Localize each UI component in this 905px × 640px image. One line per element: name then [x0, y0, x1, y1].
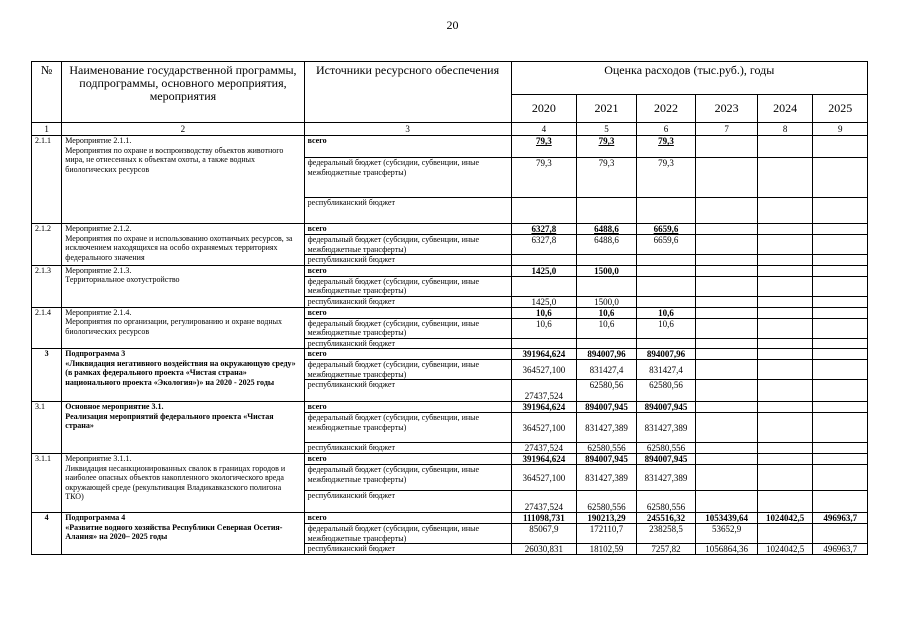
row-description — [62, 224, 304, 266]
value-cell — [757, 524, 813, 544]
value-cell: 1024042,5 — [757, 544, 813, 555]
row-desc: Мероприятия по охране и воспроизводству объектов животного мира, не отнесенных к объектам охоты, а также водных биологических ресурсов — [65, 145, 284, 174]
value-cell: 10,6 — [577, 307, 637, 318]
value-cell: 496963,7 — [813, 544, 868, 555]
source-federal: федеральный бюджет (субсидии, субвенции, иные межбюджетные трансферты) — [304, 413, 511, 443]
value-cell: 79,3 — [511, 158, 577, 198]
row-title: Подпрограмма 3 — [65, 349, 126, 358]
value-cell: 496963,7 — [813, 513, 868, 524]
table-row — [32, 224, 868, 235]
row-title: Подпрограмма 4 — [65, 513, 126, 522]
row-description — [62, 402, 304, 454]
year-2021: 2021 — [577, 95, 637, 123]
value-cell: 831427,389 — [577, 465, 637, 491]
value-cell: 238258,5 — [636, 524, 696, 544]
value-cell: 831427,389 — [636, 465, 696, 491]
source-total: всего — [304, 349, 511, 360]
header-sources: Источники ресурсного обеспечения — [304, 62, 511, 123]
value-cell: 831427,4 — [577, 360, 637, 380]
value-cell: 7257,82 — [636, 544, 696, 555]
col-num: 6 — [636, 123, 696, 136]
source-federal: федеральный бюджет (субсидии, субвенции, иные межбюджетные трансферты) — [304, 465, 511, 491]
row-description — [62, 513, 304, 555]
value-cell: 62580,56 — [577, 380, 637, 402]
value-cell: 364527,100 — [511, 465, 577, 491]
source-federal: федеральный бюджет (субсидии, субвенции, иные межбюджетные трансферты) — [304, 276, 511, 296]
source-federal: федеральный бюджет (субсидии, субвенции, иные межбюджетные трансферты) — [304, 158, 511, 198]
value-cell: 111098,731 — [511, 513, 577, 524]
col-num: 8 — [757, 123, 813, 136]
value-cell: 62580,556 — [577, 491, 637, 513]
value-cell: 831427,4 — [636, 360, 696, 380]
value-cell: 79,3 — [577, 136, 637, 158]
value-cell: 79,3 — [636, 158, 696, 198]
value-cell: 10,6 — [636, 307, 696, 318]
value-cell: 6327,8 — [511, 235, 577, 255]
year-2023: 2023 — [696, 95, 758, 123]
row-desc: Территориальное охотустройство — [65, 275, 180, 284]
source-total: всего — [304, 224, 511, 235]
value-cell: 27437,524 — [511, 491, 577, 513]
row-desc: Ликвидация несанкционированных свалок в границах городов и наиболее опасных объектов накопленного экологического вреда окружающей среде (рекультивация Владикавказского полигона ТКО) — [65, 463, 286, 501]
value-cell: 85067,9 — [511, 524, 577, 544]
header-name: Наименование государственной программы, подпрограммы, основного мероприятия, мероприятия — [62, 62, 304, 123]
value-cell: 62580,556 — [636, 491, 696, 513]
value-cell: 1024042,5 — [757, 513, 813, 524]
row-index: 4 — [32, 513, 62, 555]
year-2024: 2024 — [757, 95, 813, 123]
source-federal: федеральный бюджет (субсидии, субвенции, иные межбюджетные трансферты) — [304, 235, 511, 255]
value-cell: 62580,556 — [577, 443, 637, 454]
value-cell: 391964,624 — [511, 402, 577, 413]
page-number: 20 — [446, 18, 459, 32]
value-cell: 245516,32 — [636, 513, 696, 524]
row-index: 2.1.3 — [32, 265, 62, 307]
row-description — [62, 136, 304, 224]
value-cell: 6659,6 — [636, 235, 696, 255]
col-num: 7 — [696, 123, 758, 136]
year-2022: 2022 — [636, 95, 696, 123]
source-republic: республиканский бюджет — [304, 443, 511, 454]
value-cell: 894007,96 — [577, 349, 637, 360]
value-cell: 1425,0 — [511, 296, 577, 307]
value-cell: 53652,9 — [696, 524, 758, 544]
resource-table — [31, 61, 868, 555]
col-num: 1 — [32, 123, 62, 136]
value-cell: 6488,6 — [577, 235, 637, 255]
source-federal: федеральный бюджет (субсидии, субвенции, иные межбюджетные трансферты) — [304, 524, 511, 544]
year-2020: 2020 — [511, 95, 577, 123]
row-title: Мероприятие 3.1.1. — [65, 454, 132, 463]
value-cell: 26030,831 — [511, 544, 577, 555]
value-cell: 364527,100 — [511, 360, 577, 380]
value-cell: 831427,389 — [636, 413, 696, 443]
source-republic: республиканский бюджет — [304, 380, 511, 402]
value-cell: 10,6 — [636, 318, 696, 338]
source-total: всего — [304, 402, 511, 413]
row-description — [62, 454, 304, 513]
value-cell: 79,3 — [636, 136, 696, 158]
source-total: всего — [304, 513, 511, 524]
value-cell: 831427,389 — [577, 413, 637, 443]
row-description — [62, 307, 304, 349]
value-cell: 79,3 — [577, 158, 637, 198]
value-cell: 6659,6 — [636, 224, 696, 235]
value-cell: 27437,524 — [511, 443, 577, 454]
table-row — [32, 454, 868, 465]
source-total: всего — [304, 136, 511, 158]
value-cell: 894007,945 — [636, 454, 696, 465]
value-cell: 364527,100 — [511, 413, 577, 443]
value-cell: 79,3 — [511, 136, 577, 158]
col-num: 2 — [62, 123, 304, 136]
value-cell: 894007,945 — [577, 402, 637, 413]
value-cell: 190213,29 — [577, 513, 637, 524]
row-title: Основное мероприятие 3.1. — [65, 402, 164, 411]
source-federal: федеральный бюджет (субсидии, субвенции, иные межбюджетные трансферты) — [304, 318, 511, 338]
row-title: Мероприятие 2.1.3. — [65, 265, 132, 275]
value-cell: 10,6 — [577, 318, 637, 338]
col-num: 3 — [304, 123, 511, 136]
table-row — [32, 136, 868, 158]
source-federal: федеральный бюджет (субсидии, субвенции, иные межбюджетные трансферты) — [304, 360, 511, 380]
row-index: 2.1.4 — [32, 307, 62, 349]
value-cell: 391964,624 — [511, 454, 577, 465]
table-row — [32, 265, 868, 276]
table-row — [32, 402, 868, 413]
row-index: 2.1.1 — [32, 136, 62, 224]
value-cell: 10,6 — [511, 307, 577, 318]
value-cell: 894007,945 — [636, 402, 696, 413]
source-total: всего — [304, 265, 511, 276]
source-republic: республиканский бюджет — [304, 296, 511, 307]
source-republic: республиканский бюджет — [304, 544, 511, 555]
value-cell: 894007,945 — [577, 454, 637, 465]
value-cell: 391964,624 — [511, 349, 577, 360]
value-cell: 10,6 — [511, 318, 577, 338]
value-cell: 1500,0 — [577, 265, 637, 276]
value-cell: 6488,6 — [577, 224, 637, 235]
row-index: 2.1.2 — [32, 224, 62, 266]
value-cell — [813, 524, 868, 544]
table-row — [32, 513, 868, 524]
row-desc: «Ликвидация негативного воздействия на окружающую среду» (в рамках федерального проекта «Чистая страна» национального проекта «Экология»)» на 2020 - 2025 годы — [65, 358, 296, 387]
row-desc: «Развитие водного хозяйства Республики Северная Осетия-Алания» на 2020– 2025 годы — [65, 522, 283, 541]
source-total: всего — [304, 454, 511, 465]
column-number-row — [32, 123, 868, 136]
header-estimate: Оценка расходов (тыс.руб.), годы — [511, 62, 867, 95]
value-cell: 27437,524 — [511, 380, 577, 402]
value-cell: 1056864,36 — [696, 544, 758, 555]
value-cell: 1500,0 — [577, 296, 637, 307]
row-index: 3.1 — [32, 402, 62, 454]
col-num: 4 — [511, 123, 577, 136]
row-title: Мероприятие 2.1.4. — [65, 307, 132, 317]
value-cell: 18102,59 — [577, 544, 637, 555]
row-title: Мероприятие 2.1.2. — [65, 224, 132, 233]
table-row — [32, 349, 868, 360]
source-republic: республиканский бюджет — [304, 255, 511, 266]
value-cell: 62580,556 — [636, 443, 696, 454]
value-cell: 894007,96 — [636, 349, 696, 360]
row-desc: Реализация мероприятий федерального проекта «Чистая страна» — [65, 411, 274, 430]
source-total: всего — [304, 307, 511, 318]
value-cell: 172110,7 — [577, 524, 637, 544]
value-cell: 6327,8 — [511, 224, 577, 235]
value-cell: 62580,56 — [636, 380, 696, 402]
row-description — [62, 349, 304, 402]
row-desc: Мероприятия по охране и использованию охотничьих ресурсов, за исключением находящихся на особо охраняемых территориях федерального значения — [65, 233, 293, 262]
col-num: 5 — [577, 123, 637, 136]
row-description — [62, 265, 304, 307]
year-2025: 2025 — [813, 95, 868, 123]
source-republic: республиканский бюджет — [304, 491, 511, 513]
header-num: № — [32, 62, 62, 123]
row-index: 3.1.1 — [32, 454, 62, 513]
row-desc: Мероприятия по организации, регулированию и охране водных биологических ресурсов — [65, 317, 282, 336]
source-republic: республиканский бюджет — [304, 198, 511, 224]
value-cell: 1053439,64 — [696, 513, 758, 524]
row-index: 3 — [32, 349, 62, 402]
value-cell: 1425,0 — [511, 265, 577, 276]
col-num: 9 — [813, 123, 868, 136]
source-republic: республиканский бюджет — [304, 338, 511, 349]
table-row — [32, 307, 868, 318]
row-title: Мероприятие 2.1.1. — [65, 136, 132, 145]
